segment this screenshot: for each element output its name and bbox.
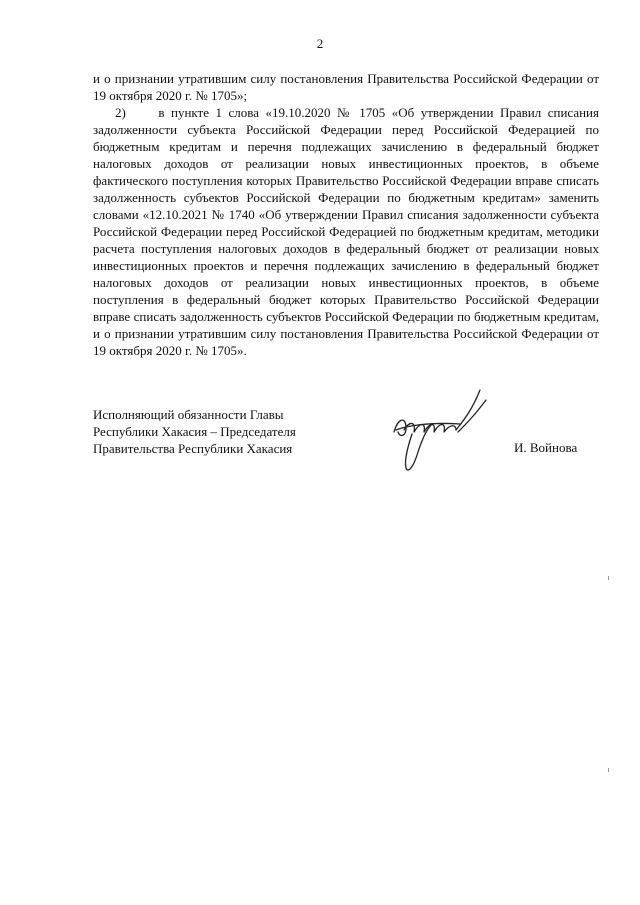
signatory-title <box>93 406 296 457</box>
body-text <box>93 70 599 359</box>
paragraph-continuation: и о признании утратившим силу постановления Правительства Российской Федерации от 19 октября 2020 г. № 1705»; <box>93 71 599 103</box>
scan-artifact <box>608 768 609 772</box>
handwritten-signature <box>376 380 496 480</box>
signatory-title-line: Республики Хакасия – Председателя <box>93 424 296 439</box>
page-number: 2 <box>316 36 324 51</box>
signatory-title-line: Правительства Республики Хакасия <box>93 441 293 456</box>
scan-artifact <box>608 576 609 580</box>
signer-name: И. Войнова <box>514 440 578 455</box>
paragraph-item-2: 2) в пункте 1 слова «19.10.2020 № 1705 «Об утверждении Правил списания задолженности субъекта Российской Федерации перед Российской Федерацией по бюджетным кредитам и перечня подлежащих зачислению в федеральный бюджет налоговых доходов от реализации новых инвестиционных проектов, в объеме фактического поступления которых Правительство Российской Федерации вправе списать задолженность субъектов Российской Федерации по бюджетным кредитам» заменить словами «12.10.2021 № 1740 «Об утверждении Правил списания задолженности субъекта Российской Федерации перед Российской Федерацией по бюджетным кредитам, методики расчета поступления налоговых доходов в федеральный бюджет от реализации новых инвестиционных проектов и перечня подлежащих зачислению в федеральный бюджет налоговых доходов от реализации новых инвестиционных проектов, в объеме поступления в федеральный бюджет которых Правительство Российской Федерации вправе списать задолженность субъектов Российской Федерации по бюджетным кредитам, и о признании утратившим силу постановления Правительства Российской Федерации от 19 октября 2020 г. № 1705». <box>93 105 599 358</box>
signatory-title-line: Исполняющий обязанности Главы <box>93 407 284 422</box>
